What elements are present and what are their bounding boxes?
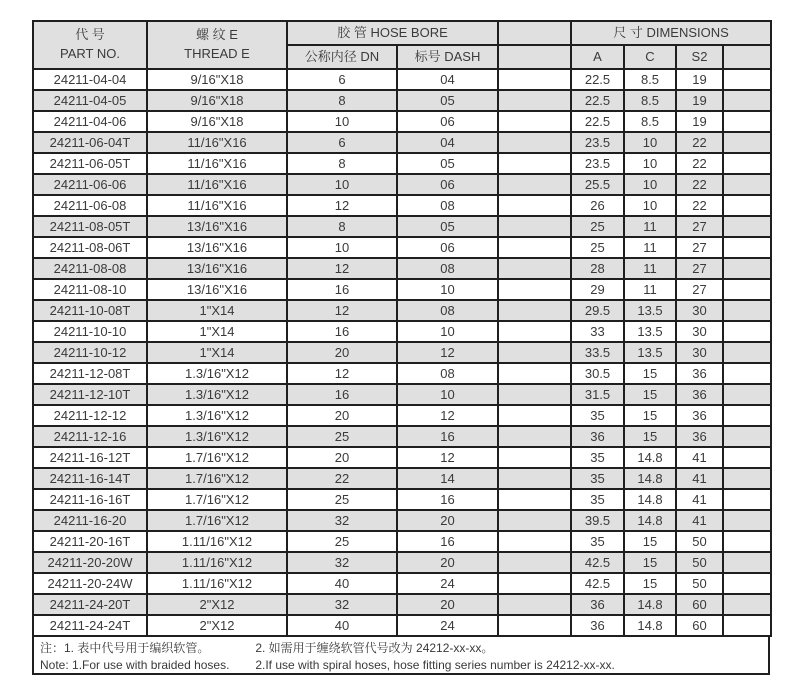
spacer-cell <box>498 384 571 405</box>
spacer-cell <box>723 573 771 594</box>
dash-cell: 08 <box>397 195 498 216</box>
part-no-cell: 24211-12-10T <box>33 384 147 405</box>
dim-a-cell: 25 <box>571 237 624 258</box>
dn-cell: 12 <box>287 195 397 216</box>
dim-a-cell: 25.5 <box>571 174 624 195</box>
dn-cell: 8 <box>287 216 397 237</box>
spacer-cell <box>498 594 571 615</box>
dn-cell: 8 <box>287 153 397 174</box>
dim-c-cell: 13.5 <box>624 321 676 342</box>
spacer-cell <box>498 510 571 531</box>
table-header <box>33 21 771 69</box>
dn-cell: 20 <box>287 447 397 468</box>
dash-cell: 20 <box>397 510 498 531</box>
table-row <box>33 258 771 279</box>
spacer-cell <box>723 447 771 468</box>
dim-a-cell: 28 <box>571 258 624 279</box>
spacer-cell <box>498 552 571 573</box>
dash-cell: 08 <box>397 363 498 384</box>
dim-s2-cell: 36 <box>676 405 723 426</box>
part-no-cell: 24211-16-12T <box>33 447 147 468</box>
spacer-cell <box>498 615 571 636</box>
thread-cell: 1.11/16"X12 <box>147 531 287 552</box>
part-no-cell: 24211-16-14T <box>33 468 147 489</box>
part-no-cell: 24211-10-08T <box>33 300 147 321</box>
dim-c-cell: 15 <box>624 426 676 447</box>
dn-cell: 32 <box>287 594 397 615</box>
dim-c-cell: 15 <box>624 405 676 426</box>
dim-a-cell: 23.5 <box>571 132 624 153</box>
dim-a-cell: 33 <box>571 321 624 342</box>
thread-cell: 13/16"X16 <box>147 258 287 279</box>
dim-c-cell: 13.5 <box>624 342 676 363</box>
dash-cell: 05 <box>397 153 498 174</box>
dim-c-cell: 15 <box>624 531 676 552</box>
dash-cell: 04 <box>397 69 498 90</box>
dim-s2-cell: 36 <box>676 384 723 405</box>
col-header-part-no-en: PART NO. <box>60 46 120 61</box>
table-row <box>33 216 771 237</box>
spacer-cell <box>498 69 571 90</box>
thread-cell: 1"X14 <box>147 300 287 321</box>
dim-c-cell: 15 <box>624 573 676 594</box>
spacer-cell <box>498 111 571 132</box>
table-row <box>33 195 771 216</box>
dim-s2-cell: 19 <box>676 90 723 111</box>
dn-cell: 12 <box>287 258 397 279</box>
dash-cell: 08 <box>397 300 498 321</box>
dim-a-cell: 35 <box>571 531 624 552</box>
note-en-2: 2.If use with spiral hoses, hose fitting series number is 24212-xx-xx. <box>255 658 615 672</box>
table-row <box>33 69 771 90</box>
thread-cell: 11/16"X16 <box>147 195 287 216</box>
dn-cell: 16 <box>287 279 397 300</box>
part-no-cell: 24211-20-20W <box>33 552 147 573</box>
dn-cell: 6 <box>287 132 397 153</box>
dim-a-cell: 42.5 <box>571 552 624 573</box>
dim-s2-cell: 41 <box>676 510 723 531</box>
col-header-part-no-cn: 代 号 <box>75 27 105 43</box>
spacer-cell <box>498 468 571 489</box>
dn-cell: 20 <box>287 405 397 426</box>
thread-cell: 9/16"X18 <box>147 90 287 111</box>
dim-c-cell: 14.8 <box>624 615 676 636</box>
notes-box <box>32 635 770 675</box>
part-no-cell: 24211-20-24W <box>33 573 147 594</box>
spacer-cell <box>723 426 771 447</box>
part-no-cell: 24211-08-10 <box>33 279 147 300</box>
dash-cell: 12 <box>397 447 498 468</box>
thread-cell: 11/16"X16 <box>147 153 287 174</box>
spacer-cell <box>498 426 571 447</box>
spacer-cell <box>723 174 771 195</box>
fittings-spec-table <box>32 20 772 637</box>
part-no-cell: 24211-06-06 <box>33 174 147 195</box>
part-no-cell: 24211-20-16T <box>33 531 147 552</box>
spacer-cell <box>498 258 571 279</box>
dim-a-cell: 30.5 <box>571 363 624 384</box>
dim-s2-cell: 41 <box>676 489 723 510</box>
dim-s2-cell: 36 <box>676 363 723 384</box>
spacer-cell <box>723 153 771 174</box>
dash-cell: 16 <box>397 426 498 447</box>
spacer-cell <box>498 300 571 321</box>
note-line-cn <box>40 640 768 657</box>
dash-cell: 06 <box>397 111 498 132</box>
dim-s2-cell: 60 <box>676 615 723 636</box>
dim-c-cell: 11 <box>624 237 676 258</box>
thread-cell: 13/16"X16 <box>147 237 287 258</box>
dim-a-cell: 31.5 <box>571 384 624 405</box>
dn-cell: 32 <box>287 552 397 573</box>
dim-a-cell: 35 <box>571 468 624 489</box>
spacer-cell <box>723 195 771 216</box>
dim-s2-cell: 30 <box>676 342 723 363</box>
dn-cell: 40 <box>287 573 397 594</box>
dash-cell: 20 <box>397 594 498 615</box>
table-row <box>33 174 771 195</box>
thread-cell: 13/16"X16 <box>147 216 287 237</box>
dim-c-cell: 8.5 <box>624 90 676 111</box>
dash-cell: 05 <box>397 216 498 237</box>
thread-cell: 1.7/16"X12 <box>147 447 287 468</box>
thread-cell: 1"X14 <box>147 321 287 342</box>
dim-a-cell: 36 <box>571 615 624 636</box>
dim-a-cell: 23.5 <box>571 153 624 174</box>
dim-s2-cell: 41 <box>676 468 723 489</box>
dim-s2-cell: 27 <box>676 216 723 237</box>
dim-c-cell: 8.5 <box>624 69 676 90</box>
dim-s2-cell: 22 <box>676 153 723 174</box>
dn-cell: 25 <box>287 489 397 510</box>
spacer-cell <box>498 174 571 195</box>
table-row <box>33 447 771 468</box>
table-row <box>33 489 771 510</box>
part-no-cell: 24211-16-16T <box>33 489 147 510</box>
table-row <box>33 111 771 132</box>
part-no-cell: 24211-24-20T <box>33 594 147 615</box>
spacer-cell <box>723 552 771 573</box>
dim-c-cell: 11 <box>624 279 676 300</box>
dn-cell: 8 <box>287 90 397 111</box>
spacer-cell <box>723 69 771 90</box>
part-no-cell: 24211-04-06 <box>33 111 147 132</box>
part-no-cell: 24211-12-12 <box>33 405 147 426</box>
spacer-cell <box>498 489 571 510</box>
table-row <box>33 237 771 258</box>
spacer-cell <box>498 153 571 174</box>
dim-a-cell: 25 <box>571 216 624 237</box>
dim-a-cell: 22.5 <box>571 90 624 111</box>
dn-cell: 25 <box>287 531 397 552</box>
col-header-a: A <box>571 45 624 69</box>
part-no-cell: 24211-24-24T <box>33 615 147 636</box>
spacer-cell <box>723 384 771 405</box>
col-header-spacer-top <box>498 21 571 45</box>
dim-a-cell: 22.5 <box>571 69 624 90</box>
dash-cell: 20 <box>397 552 498 573</box>
part-no-cell: 24211-06-04T <box>33 132 147 153</box>
thread-cell: 1.11/16"X12 <box>147 552 287 573</box>
dim-s2-cell: 22 <box>676 132 723 153</box>
dn-cell: 16 <box>287 384 397 405</box>
spacer-cell <box>498 90 571 111</box>
dim-a-cell: 42.5 <box>571 573 624 594</box>
dn-cell: 20 <box>287 342 397 363</box>
dn-cell: 40 <box>287 615 397 636</box>
spacer-cell <box>723 363 771 384</box>
dn-cell: 10 <box>287 111 397 132</box>
dim-c-cell: 11 <box>624 216 676 237</box>
spacer-cell <box>723 237 771 258</box>
col-header-dimensions: 尺 寸 DIMENSIONS <box>571 21 771 45</box>
thread-cell: 1.7/16"X12 <box>147 489 287 510</box>
table-row <box>33 594 771 615</box>
table-row <box>33 510 771 531</box>
col-header-c: C <box>624 45 676 69</box>
spacer-cell <box>498 405 571 426</box>
spacer-cell <box>498 132 571 153</box>
dim-c-cell: 15 <box>624 552 676 573</box>
col-header-spacer-mid <box>498 45 571 69</box>
table-row <box>33 132 771 153</box>
dim-s2-cell: 60 <box>676 594 723 615</box>
table-row <box>33 405 771 426</box>
dim-a-cell: 29 <box>571 279 624 300</box>
col-header-thread <box>147 21 287 69</box>
spacer-cell <box>723 279 771 300</box>
table-row <box>33 300 771 321</box>
part-no-cell: 24211-12-16 <box>33 426 147 447</box>
thread-cell: 9/16"X18 <box>147 111 287 132</box>
col-header-dn: 公称内径 DN <box>287 45 397 69</box>
part-no-cell: 24211-08-05T <box>33 216 147 237</box>
spacer-cell <box>723 90 771 111</box>
dim-s2-cell: 19 <box>676 69 723 90</box>
dash-cell: 06 <box>397 237 498 258</box>
dim-s2-cell: 27 <box>676 258 723 279</box>
spacer-cell <box>498 279 571 300</box>
dash-cell: 10 <box>397 279 498 300</box>
spacer-cell <box>723 132 771 153</box>
thread-cell: 2"X12 <box>147 615 287 636</box>
part-no-cell: 24211-06-08 <box>33 195 147 216</box>
dim-c-cell: 15 <box>624 384 676 405</box>
dim-c-cell: 10 <box>624 195 676 216</box>
table-row <box>33 426 771 447</box>
spacer-cell <box>498 216 571 237</box>
col-header-thread-en: THREAD E <box>184 46 250 61</box>
spacer-cell <box>723 615 771 636</box>
spacer-cell <box>723 594 771 615</box>
spacer-cell <box>723 342 771 363</box>
col-header-dash: 标号 DASH <box>397 45 498 69</box>
dash-cell: 06 <box>397 174 498 195</box>
table-row <box>33 363 771 384</box>
spacer-cell <box>723 510 771 531</box>
dash-cell: 08 <box>397 258 498 279</box>
dim-s2-cell: 30 <box>676 321 723 342</box>
thread-cell: 11/16"X16 <box>147 174 287 195</box>
spacer-cell <box>498 195 571 216</box>
thread-cell: 1.3/16"X12 <box>147 384 287 405</box>
dim-s2-cell: 50 <box>676 531 723 552</box>
note-en-1: Note: 1.For use with braided hoses. <box>40 658 230 672</box>
note-cn-2: 2. 如需用于缠绕软管代号改为 24212-xx-xx。 <box>255 641 494 655</box>
dim-c-cell: 14.8 <box>624 468 676 489</box>
dim-s2-cell: 27 <box>676 237 723 258</box>
dim-s2-cell: 22 <box>676 195 723 216</box>
table-row <box>33 279 771 300</box>
dn-cell: 10 <box>287 237 397 258</box>
spacer-cell <box>723 405 771 426</box>
thread-cell: 1.11/16"X12 <box>147 573 287 594</box>
spacer-cell <box>723 111 771 132</box>
dash-cell: 16 <box>397 531 498 552</box>
dn-cell: 22 <box>287 468 397 489</box>
col-header-s2: S2 <box>676 45 723 69</box>
table-row <box>33 384 771 405</box>
thread-cell: 13/16"X16 <box>147 279 287 300</box>
header-row-1 <box>33 21 771 45</box>
dim-s2-cell: 19 <box>676 111 723 132</box>
dash-cell: 04 <box>397 132 498 153</box>
dash-cell: 10 <box>397 384 498 405</box>
part-no-cell: 24211-04-05 <box>33 90 147 111</box>
dn-cell: 32 <box>287 510 397 531</box>
table-body <box>33 69 771 636</box>
dim-c-cell: 11 <box>624 258 676 279</box>
note-cn-1: 注：1. 表中代号用于编织软管。 <box>40 641 210 655</box>
table-row <box>33 153 771 174</box>
table-row <box>33 90 771 111</box>
dash-cell: 12 <box>397 342 498 363</box>
col-header-part-no <box>33 21 147 69</box>
spacer-cell <box>498 321 571 342</box>
part-no-cell: 24211-16-20 <box>33 510 147 531</box>
spacer-cell <box>723 258 771 279</box>
thread-cell: 2"X12 <box>147 594 287 615</box>
spacer-cell <box>723 300 771 321</box>
spacer-cell <box>498 531 571 552</box>
dim-s2-cell: 22 <box>676 174 723 195</box>
thread-cell: 9/16"X18 <box>147 69 287 90</box>
dash-cell: 24 <box>397 615 498 636</box>
table-row <box>33 615 771 636</box>
dim-a-cell: 36 <box>571 426 624 447</box>
dn-cell: 12 <box>287 300 397 321</box>
dash-cell: 14 <box>397 468 498 489</box>
part-no-cell: 24211-08-08 <box>33 258 147 279</box>
thread-cell: 1.3/16"X12 <box>147 405 287 426</box>
spacer-cell <box>498 573 571 594</box>
part-no-cell: 24211-08-06T <box>33 237 147 258</box>
dash-cell: 16 <box>397 489 498 510</box>
thread-cell: 1.7/16"X12 <box>147 510 287 531</box>
dim-s2-cell: 27 <box>676 279 723 300</box>
table-row <box>33 342 771 363</box>
dash-cell: 05 <box>397 90 498 111</box>
dim-a-cell: 33.5 <box>571 342 624 363</box>
dim-c-cell: 14.8 <box>624 510 676 531</box>
dim-c-cell: 14.8 <box>624 489 676 510</box>
dim-s2-cell: 36 <box>676 426 723 447</box>
part-no-cell: 24211-12-08T <box>33 363 147 384</box>
table-row <box>33 321 771 342</box>
dash-cell: 12 <box>397 405 498 426</box>
dim-s2-cell: 41 <box>676 447 723 468</box>
table-row <box>33 531 771 552</box>
dim-c-cell: 14.8 <box>624 594 676 615</box>
table-row <box>33 573 771 594</box>
col-header-hose-bore: 胶 管 HOSE BORE <box>287 21 498 45</box>
dim-s2-cell: 50 <box>676 552 723 573</box>
dim-c-cell: 10 <box>624 174 676 195</box>
spacer-cell <box>498 237 571 258</box>
dn-cell: 25 <box>287 426 397 447</box>
dim-a-cell: 35 <box>571 405 624 426</box>
dim-a-cell: 36 <box>571 594 624 615</box>
thread-cell: 1.3/16"X12 <box>147 363 287 384</box>
dim-c-cell: 8.5 <box>624 111 676 132</box>
part-no-cell: 24211-10-10 <box>33 321 147 342</box>
spacer-cell <box>723 489 771 510</box>
thread-cell: 1"X14 <box>147 342 287 363</box>
spacer-cell <box>498 447 571 468</box>
dim-a-cell: 29.5 <box>571 300 624 321</box>
col-header-spacer-right <box>723 45 771 69</box>
dn-cell: 12 <box>287 363 397 384</box>
dim-s2-cell: 30 <box>676 300 723 321</box>
spacer-cell <box>723 468 771 489</box>
table-row <box>33 468 771 489</box>
thread-cell: 1.3/16"X12 <box>147 426 287 447</box>
dim-c-cell: 10 <box>624 132 676 153</box>
dim-a-cell: 35 <box>571 489 624 510</box>
dn-cell: 10 <box>287 174 397 195</box>
part-no-cell: 24211-10-12 <box>33 342 147 363</box>
note-line-en <box>40 657 768 674</box>
part-no-cell: 24211-06-05T <box>33 153 147 174</box>
dim-a-cell: 39.5 <box>571 510 624 531</box>
dim-c-cell: 10 <box>624 153 676 174</box>
dim-a-cell: 22.5 <box>571 111 624 132</box>
thread-cell: 1.7/16"X12 <box>147 468 287 489</box>
spacer-cell <box>723 531 771 552</box>
col-header-thread-cn: 螺 纹 E <box>196 27 238 43</box>
spacer-cell <box>723 321 771 342</box>
spacer-cell <box>723 216 771 237</box>
thread-cell: 11/16"X16 <box>147 132 287 153</box>
dash-cell: 24 <box>397 573 498 594</box>
dim-s2-cell: 50 <box>676 573 723 594</box>
table-row <box>33 552 771 573</box>
spacer-cell <box>498 363 571 384</box>
dim-c-cell: 13.5 <box>624 300 676 321</box>
dim-a-cell: 26 <box>571 195 624 216</box>
dim-c-cell: 15 <box>624 363 676 384</box>
dash-cell: 10 <box>397 321 498 342</box>
part-no-cell: 24211-04-04 <box>33 69 147 90</box>
dn-cell: 16 <box>287 321 397 342</box>
dim-a-cell: 35 <box>571 447 624 468</box>
dim-c-cell: 14.8 <box>624 447 676 468</box>
dn-cell: 6 <box>287 69 397 90</box>
spacer-cell <box>498 342 571 363</box>
